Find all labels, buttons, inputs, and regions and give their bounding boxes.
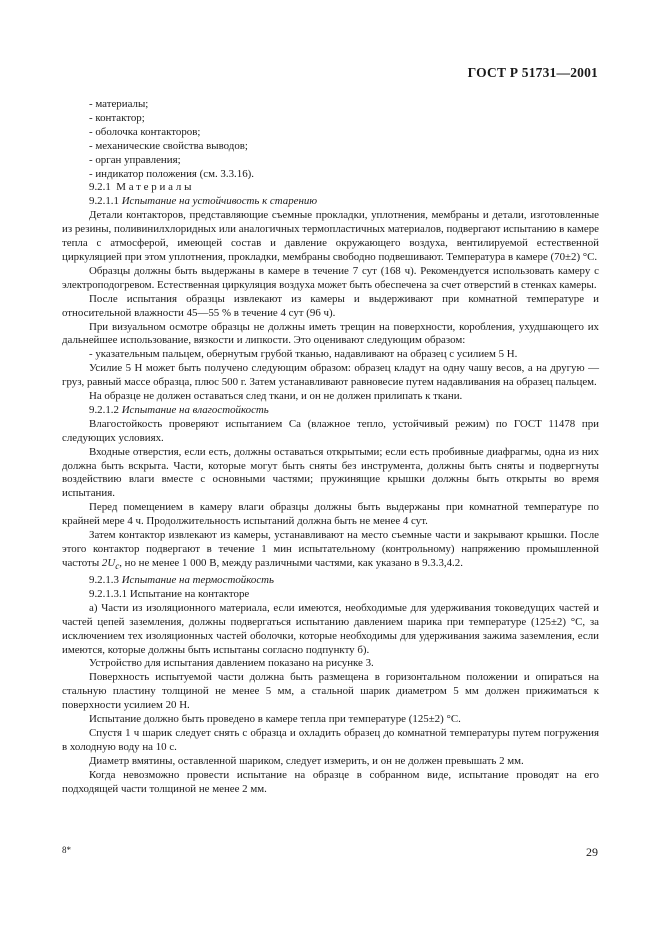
paragraph: Детали контакторов, представляющие съемные прокладки, уплотнения, мембраны и детали, изготовленные из резины, поливинилхлоридных или аналогичных термопластичных материалов, подвергают испытанию в камере тепла с атмосферой, имеющей состав и давление окружающего воздуха, вентилируемой естественной циркуляцией при этом уплотнения, прокладки, мембраны свободно подвешивают. Температура в камере (70±2) °С. [62, 209, 599, 263]
paragraph: Когда невозможно провести испытание на образце в собранном виде, испытание проводят на его подходящей части толщиной не менее 2 мм. [62, 768, 599, 795]
paragraph: Образцы должны быть выдержаны в камере в течение 7 сут (168 ч). Рекомендуется использовать камеру с электроподогревом. Естественная циркуляция воздуха может быть обеспечена за счет отверстий в стенках камеры. [62, 264, 599, 291]
paragraph: Устройство для испытания давлением показано на рисунке 3. [89, 657, 374, 670]
paragraph: Спустя 1 ч шарик следует снять с образца и охладить образец до комнатной температуры путем погружения в холодную воду на 10 с. [62, 726, 599, 753]
formula-symbol: 2U [101, 556, 116, 569]
section-number: 9.2.1.1 [89, 195, 119, 208]
section-heading-aging [62, 195, 599, 209]
list-item: - оболочка контакторов; [89, 125, 201, 138]
subsection-heading: 9.2.1.3.1 Испытание на контакторе [89, 587, 250, 600]
list-item: - механические свойства выводов; [89, 139, 248, 152]
section-heading-materials [62, 181, 599, 195]
section-number: 9.2.1.2 [89, 403, 119, 416]
paragraph: - указательным пальцем, обернутым грубой тканью, надавливают на образец с усилием 5 Н. [89, 348, 518, 361]
paragraph: Влагостойкость проверяют испытанием Са (влажное тепло, устойчивый режим) по ГОСТ 11478 при следующих условиях. [62, 417, 599, 444]
section-title: Материалы [116, 181, 195, 194]
page-number: 29 [586, 845, 598, 859]
paragraph-text: , но не менее 1 000 В, между различными частями, как указано в 9.3.3,4.2. [119, 556, 463, 569]
list-item: - материалы; [89, 98, 149, 110]
section-heading-heat-resistance [62, 574, 599, 588]
paragraph: Диаметр вмятины, оставленной шариком, следует измерить, и он не должен превышать 2 мм. [89, 754, 524, 767]
section-title: Испытание на влагостойкость [121, 403, 269, 416]
paragraph: На образце не должен оставаться след ткани, и он не должен прилипать к ткани. [89, 390, 463, 403]
list-item: - контактор; [89, 111, 145, 124]
list-item: - индикатор положения (см. 3.3.16). [89, 167, 254, 180]
paragraph: При визуальном осмотре образцы не должны иметь трещин на поверхности, коробления, ухудшающего их дальнейшее использование, вязкости и липкости. Это оценивают следующим образом: [62, 320, 599, 347]
paragraph: После испытания образцы извлекают из камеры и выдерживают при комнатной температуре и относительной влажности 45—55 % в течение 4 сут (96 ч). [62, 292, 599, 319]
formula-subscript: c [115, 561, 120, 572]
voltage-formula [101, 556, 120, 572]
section-number: 9.2.1.3 [89, 573, 119, 586]
footer-mark: 8* [62, 845, 71, 855]
paragraph: Перед помещением в камеру влаги образцы должны быть выдержаны при комнатной температуре по крайней мере 4 ч. Продолжительность испытаний должна быть не менее 4 сут. [62, 501, 599, 528]
document-body [62, 98, 599, 796]
section-title: Испытание на термостойкость [121, 573, 274, 586]
paragraph: Входные отверстия, если есть, должны оставаться открытыми; если есть пробивные диафрагмы, одна из них должна быть вскрыта. Части, которые могут быть сняты без инструмента, должны быть сняты и подвергнуты воздействию влаги вместе с основными частями; пружинящие крышки должны быть открыты во время испытания. [62, 445, 599, 500]
list-item: - орган управления; [89, 153, 181, 166]
paragraph-voltage-test [62, 529, 599, 574]
paragraph: Поверхность испытуемой части должна быть размещена в горизонтальном положении и опираться на стальную пластину толщиной не менее 5 мм, а стальной шарик диаметром 5 мм должен прижиматься к поверхности усилием 20 Н. [62, 671, 599, 712]
section-heading-humidity [62, 404, 599, 418]
section-title: Испытание на устойчивость к старению [121, 195, 317, 208]
section-number: 9.2.1 [89, 181, 111, 194]
paragraph: а) Части из изоляционного материала, если имеются, необходимые для удерживания токоведущих частей и частей цепей заземления, должны подвергаться испытанию давлением шарика при температуре (125±2) °С, за исключением тех изоляционных частей оболочки, которые необходимы для удерживания зажима заземления, если имеются, которые должны быть испытаны согласно подпункту б). [62, 601, 599, 656]
document-code-header: ГОСТ Р 51731—2001 [467, 65, 598, 80]
paragraph-text: Затем контактор извлекают из камеры, устанавливают на место съемные части и закрывают крышки. После этого контактор подвергают в течение 1 мин испытательному (контрольному) напряжению промышленной частоты [62, 529, 599, 569]
paragraph: Испытание должно быть проведено в камере тепла при температуре (125±2) °С. [89, 713, 461, 726]
paragraph: Усилие 5 Н может быть получено следующим образом: образец кладут на одну чашу весов, а на другую — груз, равный массе образца, плюс 500 г. Затем устанавливают равновесие путем надавливания на образец пальцем. [62, 362, 599, 389]
